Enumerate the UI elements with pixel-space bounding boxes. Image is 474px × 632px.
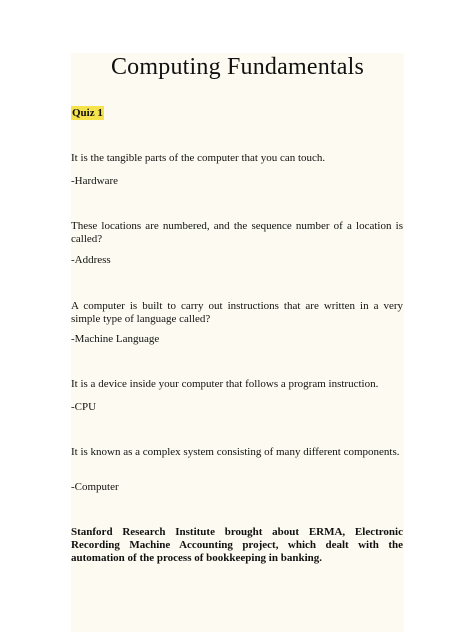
answer-4: -CPU <box>71 401 97 413</box>
question-4: It is a device inside your computer that follows a program instruction. <box>71 378 379 390</box>
quiz-heading: Quiz 1 <box>72 107 103 119</box>
document-title: Computing Fundamentals <box>110 54 365 80</box>
answer-3: -Machine Language <box>71 333 160 345</box>
question-1: It is the tangible parts of the computer that you can touch. <box>71 152 326 164</box>
question-3: A computer is built to carry out instructions that are written in a very simple type of language called? <box>71 300 403 325</box>
answer-2: -Address <box>71 254 111 266</box>
answer-1: -Hardware <box>71 175 119 187</box>
answer-5: -Computer <box>71 481 119 493</box>
question-5: It is known as a complex system consisting of many different components. <box>71 446 400 458</box>
question-2: These locations are numbered, and the sequence number of a location is called? <box>71 220 403 245</box>
final-paragraph: Stanford Research Institute brought about ERMA, Electronic Recording Machine Accounting project, which dealt with the automation of the process of bookkeeping in banking. <box>71 526 403 564</box>
